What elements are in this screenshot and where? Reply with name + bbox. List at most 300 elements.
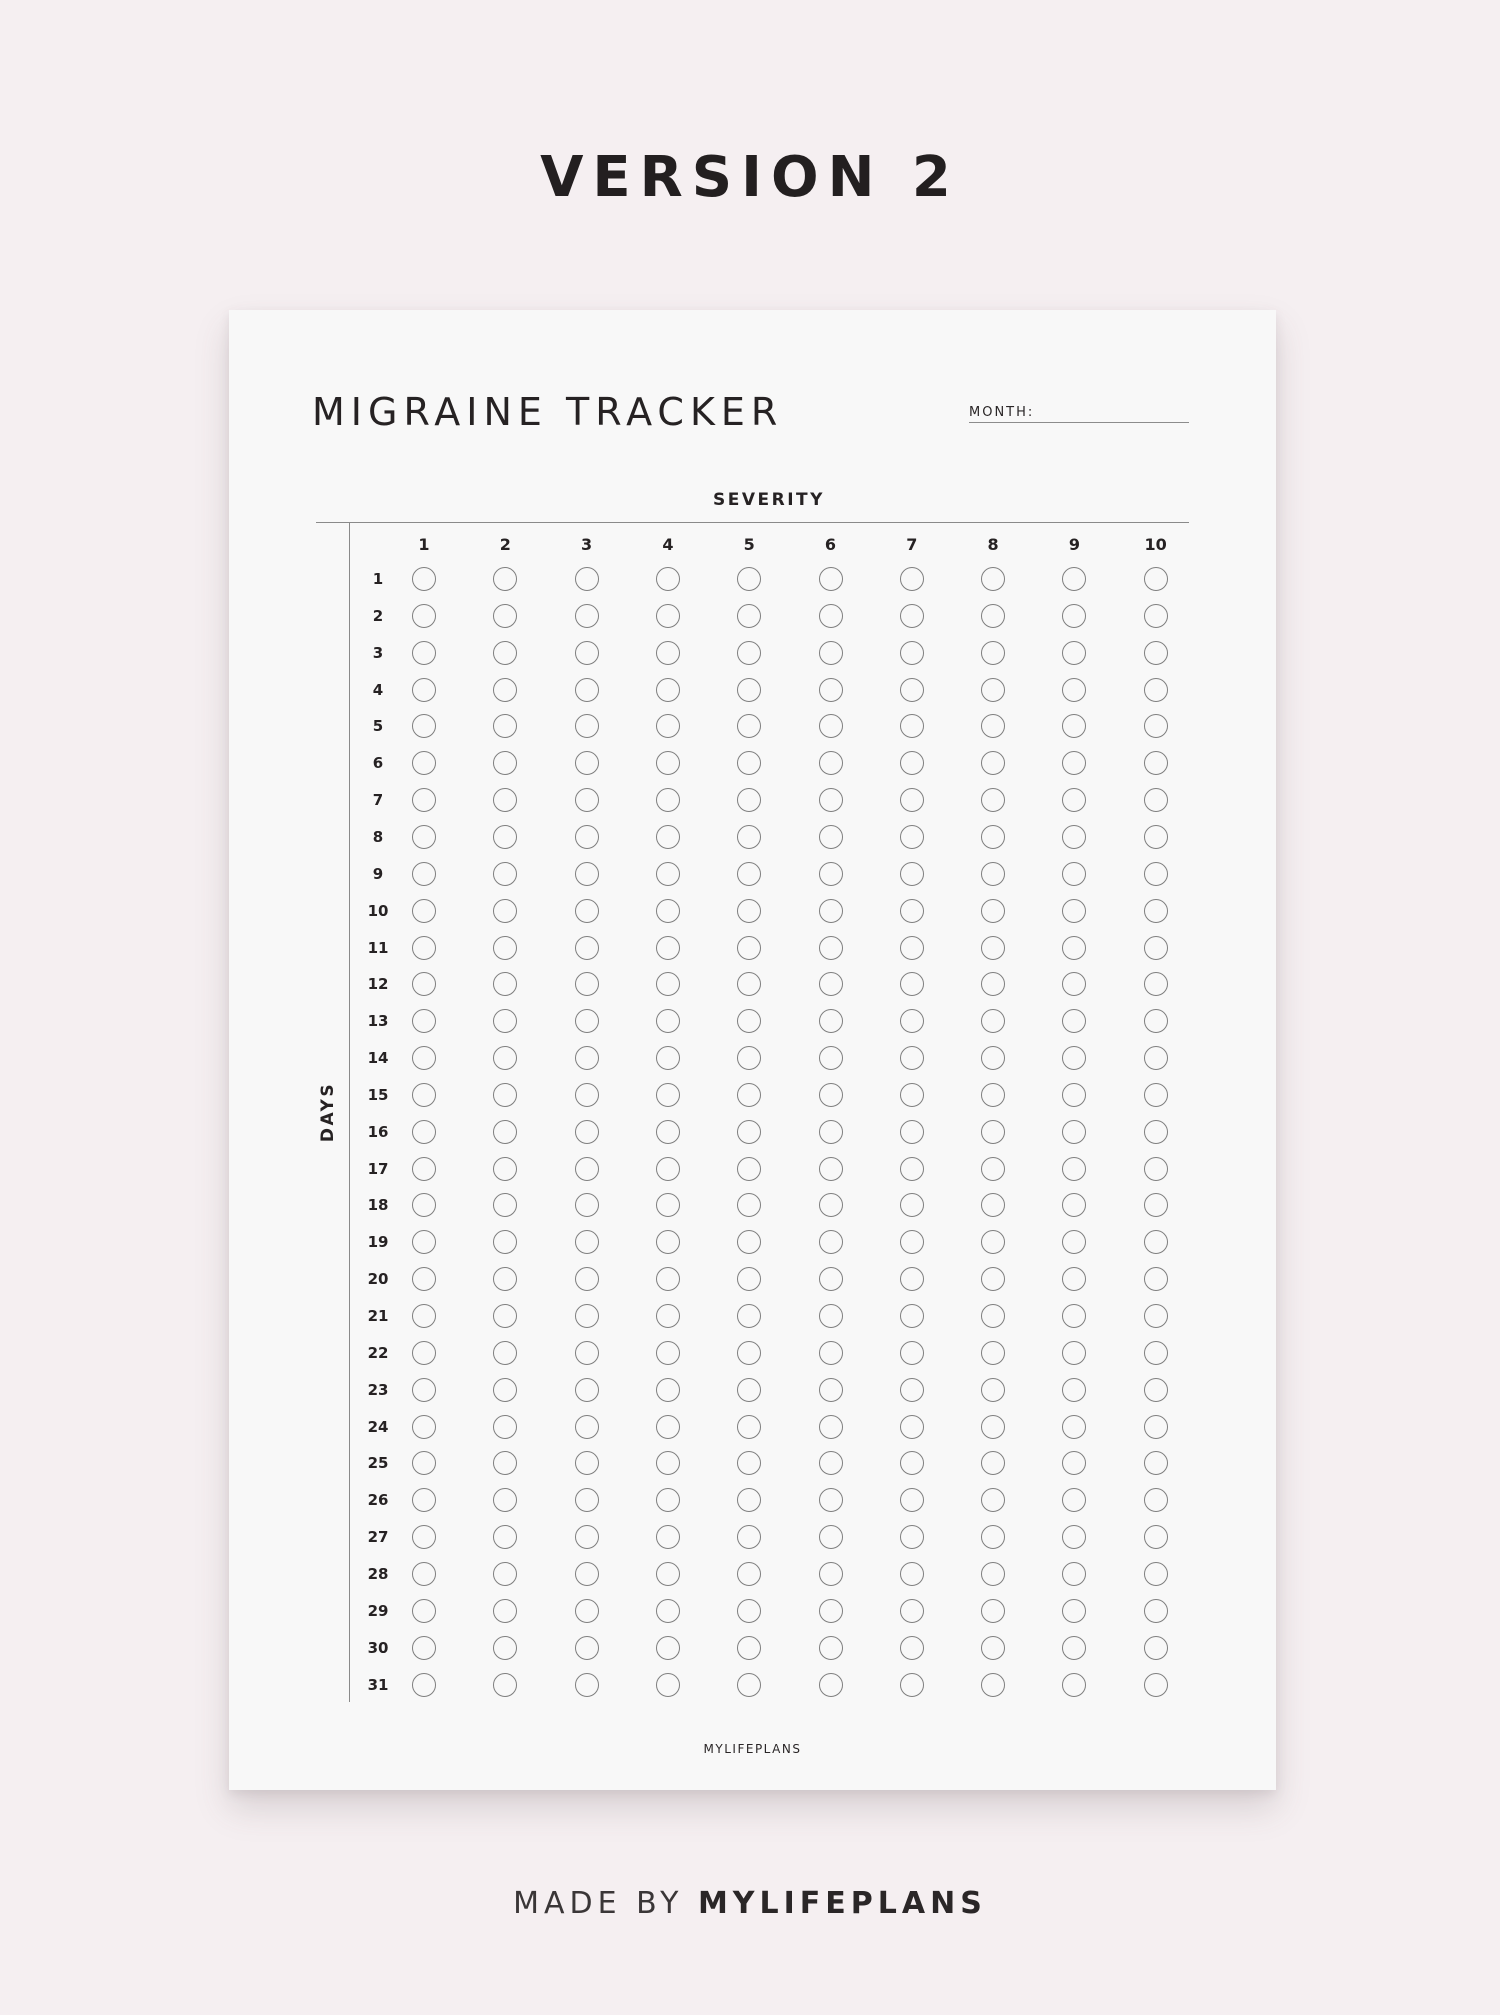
severity-bubble-day18-level4[interactable] <box>656 1193 680 1217</box>
severity-bubble-day12-level5[interactable] <box>737 972 761 996</box>
severity-bubble-day24-level9[interactable] <box>1062 1415 1086 1439</box>
severity-bubble-day31-level6[interactable] <box>819 1673 843 1697</box>
severity-bubble-day27-level3[interactable] <box>575 1525 599 1549</box>
severity-bubble-day22-level6[interactable] <box>819 1341 843 1365</box>
severity-bubble-day3-level5[interactable] <box>737 641 761 665</box>
severity-bubble-day5-level1[interactable] <box>412 714 436 738</box>
severity-bubble-day26-level2[interactable] <box>493 1488 517 1512</box>
severity-bubble-day28-level1[interactable] <box>412 1562 436 1586</box>
severity-bubble-day15-level7[interactable] <box>900 1083 924 1107</box>
severity-bubble-day14-level3[interactable] <box>575 1046 599 1070</box>
severity-bubble-day31-level5[interactable] <box>737 1673 761 1697</box>
severity-bubble-day12-level1[interactable] <box>412 972 436 996</box>
severity-bubble-day23-level4[interactable] <box>656 1378 680 1402</box>
severity-bubble-day20-level4[interactable] <box>656 1267 680 1291</box>
severity-bubble-day9-level7[interactable] <box>900 862 924 886</box>
severity-bubble-day7-level4[interactable] <box>656 788 680 812</box>
severity-bubble-day10-level2[interactable] <box>493 899 517 923</box>
severity-bubble-day22-level4[interactable] <box>656 1341 680 1365</box>
severity-bubble-day30-level6[interactable] <box>819 1636 843 1660</box>
severity-bubble-day23-level2[interactable] <box>493 1378 517 1402</box>
severity-bubble-day2-level5[interactable] <box>737 604 761 628</box>
severity-bubble-day17-level10[interactable] <box>1144 1157 1168 1181</box>
severity-bubble-day9-level3[interactable] <box>575 862 599 886</box>
severity-bubble-day6-level6[interactable] <box>819 751 843 775</box>
severity-bubble-day7-level8[interactable] <box>981 788 1005 812</box>
severity-bubble-day31-level3[interactable] <box>575 1673 599 1697</box>
severity-bubble-day8-level7[interactable] <box>900 825 924 849</box>
severity-bubble-day3-level3[interactable] <box>575 641 599 665</box>
severity-bubble-day22-level5[interactable] <box>737 1341 761 1365</box>
severity-bubble-day3-level6[interactable] <box>819 641 843 665</box>
severity-bubble-day11-level7[interactable] <box>900 936 924 960</box>
severity-bubble-day1-level3[interactable] <box>575 567 599 591</box>
severity-bubble-day15-level5[interactable] <box>737 1083 761 1107</box>
severity-bubble-day13-level4[interactable] <box>656 1009 680 1033</box>
severity-bubble-day30-level10[interactable] <box>1144 1636 1168 1660</box>
severity-bubble-day27-level6[interactable] <box>819 1525 843 1549</box>
severity-bubble-day15-level2[interactable] <box>493 1083 517 1107</box>
severity-bubble-day15-level8[interactable] <box>981 1083 1005 1107</box>
severity-bubble-day10-level1[interactable] <box>412 899 436 923</box>
severity-bubble-day18-level1[interactable] <box>412 1193 436 1217</box>
severity-bubble-day23-level7[interactable] <box>900 1378 924 1402</box>
severity-bubble-day14-level1[interactable] <box>412 1046 436 1070</box>
severity-bubble-day14-level5[interactable] <box>737 1046 761 1070</box>
severity-bubble-day25-level7[interactable] <box>900 1451 924 1475</box>
severity-bubble-day5-level4[interactable] <box>656 714 680 738</box>
severity-bubble-day19-level8[interactable] <box>981 1230 1005 1254</box>
severity-bubble-day30-level3[interactable] <box>575 1636 599 1660</box>
severity-bubble-day22-level2[interactable] <box>493 1341 517 1365</box>
severity-bubble-day31-level7[interactable] <box>900 1673 924 1697</box>
severity-bubble-day27-level5[interactable] <box>737 1525 761 1549</box>
severity-bubble-day17-level2[interactable] <box>493 1157 517 1181</box>
severity-bubble-day22-level7[interactable] <box>900 1341 924 1365</box>
severity-bubble-day10-level4[interactable] <box>656 899 680 923</box>
severity-bubble-day9-level1[interactable] <box>412 862 436 886</box>
severity-bubble-day20-level10[interactable] <box>1144 1267 1168 1291</box>
severity-bubble-day8-level8[interactable] <box>981 825 1005 849</box>
severity-bubble-day15-level3[interactable] <box>575 1083 599 1107</box>
severity-bubble-day16-level10[interactable] <box>1144 1120 1168 1144</box>
severity-bubble-day25-level4[interactable] <box>656 1451 680 1475</box>
severity-bubble-day21-level7[interactable] <box>900 1304 924 1328</box>
severity-bubble-day28-level4[interactable] <box>656 1562 680 1586</box>
severity-bubble-day18-level6[interactable] <box>819 1193 843 1217</box>
severity-bubble-day21-level8[interactable] <box>981 1304 1005 1328</box>
severity-bubble-day28-level9[interactable] <box>1062 1562 1086 1586</box>
severity-bubble-day3-level1[interactable] <box>412 641 436 665</box>
severity-bubble-day7-level3[interactable] <box>575 788 599 812</box>
severity-bubble-day1-level1[interactable] <box>412 567 436 591</box>
severity-bubble-day29-level7[interactable] <box>900 1599 924 1623</box>
severity-bubble-day25-level2[interactable] <box>493 1451 517 1475</box>
severity-bubble-day12-level8[interactable] <box>981 972 1005 996</box>
severity-bubble-day23-level5[interactable] <box>737 1378 761 1402</box>
severity-bubble-day23-level3[interactable] <box>575 1378 599 1402</box>
severity-bubble-day12-level6[interactable] <box>819 972 843 996</box>
severity-bubble-day4-level8[interactable] <box>981 678 1005 702</box>
severity-bubble-day29-level4[interactable] <box>656 1599 680 1623</box>
severity-bubble-day17-level7[interactable] <box>900 1157 924 1181</box>
severity-bubble-day19-level5[interactable] <box>737 1230 761 1254</box>
severity-bubble-day4-level5[interactable] <box>737 678 761 702</box>
severity-bubble-day23-level10[interactable] <box>1144 1378 1168 1402</box>
severity-bubble-day2-level6[interactable] <box>819 604 843 628</box>
severity-bubble-day26-level7[interactable] <box>900 1488 924 1512</box>
severity-bubble-day30-level4[interactable] <box>656 1636 680 1660</box>
severity-bubble-day10-level7[interactable] <box>900 899 924 923</box>
severity-bubble-day24-level6[interactable] <box>819 1415 843 1439</box>
severity-bubble-day28-level10[interactable] <box>1144 1562 1168 1586</box>
severity-bubble-day14-level4[interactable] <box>656 1046 680 1070</box>
severity-bubble-day19-level2[interactable] <box>493 1230 517 1254</box>
severity-bubble-day11-level1[interactable] <box>412 936 436 960</box>
severity-bubble-day1-level8[interactable] <box>981 567 1005 591</box>
severity-bubble-day6-level5[interactable] <box>737 751 761 775</box>
severity-bubble-day16-level3[interactable] <box>575 1120 599 1144</box>
severity-bubble-day4-level3[interactable] <box>575 678 599 702</box>
severity-bubble-day16-level8[interactable] <box>981 1120 1005 1144</box>
severity-bubble-day30-level1[interactable] <box>412 1636 436 1660</box>
severity-bubble-day17-level1[interactable] <box>412 1157 436 1181</box>
severity-bubble-day10-level5[interactable] <box>737 899 761 923</box>
severity-bubble-day19-level7[interactable] <box>900 1230 924 1254</box>
severity-bubble-day1-level2[interactable] <box>493 567 517 591</box>
severity-bubble-day5-level8[interactable] <box>981 714 1005 738</box>
severity-bubble-day5-level7[interactable] <box>900 714 924 738</box>
severity-bubble-day21-level10[interactable] <box>1144 1304 1168 1328</box>
severity-bubble-day3-level2[interactable] <box>493 641 517 665</box>
severity-bubble-day30-level5[interactable] <box>737 1636 761 1660</box>
severity-bubble-day26-level4[interactable] <box>656 1488 680 1512</box>
severity-bubble-day13-level3[interactable] <box>575 1009 599 1033</box>
severity-bubble-day6-level1[interactable] <box>412 751 436 775</box>
severity-bubble-day15-level6[interactable] <box>819 1083 843 1107</box>
severity-bubble-day13-level9[interactable] <box>1062 1009 1086 1033</box>
severity-bubble-day13-level6[interactable] <box>819 1009 843 1033</box>
severity-bubble-day28-level5[interactable] <box>737 1562 761 1586</box>
severity-bubble-day17-level5[interactable] <box>737 1157 761 1181</box>
severity-bubble-day26-level3[interactable] <box>575 1488 599 1512</box>
severity-bubble-day11-level6[interactable] <box>819 936 843 960</box>
severity-bubble-day30-level2[interactable] <box>493 1636 517 1660</box>
severity-bubble-day2-level8[interactable] <box>981 604 1005 628</box>
severity-bubble-day22-level10[interactable] <box>1144 1341 1168 1365</box>
severity-bubble-day14-level2[interactable] <box>493 1046 517 1070</box>
severity-bubble-day11-level5[interactable] <box>737 936 761 960</box>
severity-bubble-day8-level4[interactable] <box>656 825 680 849</box>
severity-bubble-day6-level10[interactable] <box>1144 751 1168 775</box>
severity-bubble-day20-level7[interactable] <box>900 1267 924 1291</box>
severity-bubble-day25-level10[interactable] <box>1144 1451 1168 1475</box>
severity-bubble-day29-level3[interactable] <box>575 1599 599 1623</box>
severity-bubble-day5-level2[interactable] <box>493 714 517 738</box>
severity-bubble-day29-level9[interactable] <box>1062 1599 1086 1623</box>
severity-bubble-day29-level1[interactable] <box>412 1599 436 1623</box>
severity-bubble-day4-level1[interactable] <box>412 678 436 702</box>
severity-bubble-day24-level4[interactable] <box>656 1415 680 1439</box>
severity-bubble-day29-level8[interactable] <box>981 1599 1005 1623</box>
severity-bubble-day28-level6[interactable] <box>819 1562 843 1586</box>
severity-bubble-day24-level2[interactable] <box>493 1415 517 1439</box>
severity-bubble-day19-level9[interactable] <box>1062 1230 1086 1254</box>
severity-bubble-day13-level1[interactable] <box>412 1009 436 1033</box>
severity-bubble-day26-level6[interactable] <box>819 1488 843 1512</box>
severity-bubble-day31-level10[interactable] <box>1144 1673 1168 1697</box>
severity-bubble-day27-level7[interactable] <box>900 1525 924 1549</box>
severity-bubble-day26-level10[interactable] <box>1144 1488 1168 1512</box>
severity-bubble-day16-level6[interactable] <box>819 1120 843 1144</box>
severity-bubble-day25-level5[interactable] <box>737 1451 761 1475</box>
severity-bubble-day13-level10[interactable] <box>1144 1009 1168 1033</box>
severity-bubble-day15-level1[interactable] <box>412 1083 436 1107</box>
severity-bubble-day2-level7[interactable] <box>900 604 924 628</box>
severity-bubble-day9-level4[interactable] <box>656 862 680 886</box>
severity-bubble-day5-level9[interactable] <box>1062 714 1086 738</box>
severity-bubble-day11-level10[interactable] <box>1144 936 1168 960</box>
severity-bubble-day26-level8[interactable] <box>981 1488 1005 1512</box>
severity-bubble-day13-level2[interactable] <box>493 1009 517 1033</box>
severity-bubble-day2-level9[interactable] <box>1062 604 1086 628</box>
severity-bubble-day15-level10[interactable] <box>1144 1083 1168 1107</box>
severity-bubble-day19-level6[interactable] <box>819 1230 843 1254</box>
severity-bubble-day12-level9[interactable] <box>1062 972 1086 996</box>
severity-bubble-day23-level1[interactable] <box>412 1378 436 1402</box>
severity-bubble-day7-level7[interactable] <box>900 788 924 812</box>
severity-bubble-day24-level3[interactable] <box>575 1415 599 1439</box>
severity-bubble-day19-level3[interactable] <box>575 1230 599 1254</box>
severity-bubble-day31-level2[interactable] <box>493 1673 517 1697</box>
severity-bubble-day17-level3[interactable] <box>575 1157 599 1181</box>
severity-bubble-day31-level9[interactable] <box>1062 1673 1086 1697</box>
severity-bubble-day1-level9[interactable] <box>1062 567 1086 591</box>
severity-bubble-day14-level8[interactable] <box>981 1046 1005 1070</box>
severity-bubble-day16-level7[interactable] <box>900 1120 924 1144</box>
severity-bubble-day19-level10[interactable] <box>1144 1230 1168 1254</box>
severity-bubble-day6-level8[interactable] <box>981 751 1005 775</box>
severity-bubble-day3-level7[interactable] <box>900 641 924 665</box>
severity-bubble-day1-level7[interactable] <box>900 567 924 591</box>
severity-bubble-day19-level1[interactable] <box>412 1230 436 1254</box>
severity-bubble-day29-level5[interactable] <box>737 1599 761 1623</box>
severity-bubble-day14-level10[interactable] <box>1144 1046 1168 1070</box>
severity-bubble-day1-level6[interactable] <box>819 567 843 591</box>
severity-bubble-day29-level2[interactable] <box>493 1599 517 1623</box>
severity-bubble-day12-level2[interactable] <box>493 972 517 996</box>
severity-bubble-day20-level9[interactable] <box>1062 1267 1086 1291</box>
severity-bubble-day28-level2[interactable] <box>493 1562 517 1586</box>
severity-bubble-day11-level9[interactable] <box>1062 936 1086 960</box>
severity-bubble-day31-level8[interactable] <box>981 1673 1005 1697</box>
severity-bubble-day30-level7[interactable] <box>900 1636 924 1660</box>
severity-bubble-day27-level2[interactable] <box>493 1525 517 1549</box>
severity-bubble-day20-level1[interactable] <box>412 1267 436 1291</box>
severity-bubble-day18-level9[interactable] <box>1062 1193 1086 1217</box>
severity-bubble-day21-level2[interactable] <box>493 1304 517 1328</box>
severity-bubble-day12-level3[interactable] <box>575 972 599 996</box>
severity-bubble-day20-level5[interactable] <box>737 1267 761 1291</box>
severity-bubble-day2-level1[interactable] <box>412 604 436 628</box>
severity-bubble-day21-level9[interactable] <box>1062 1304 1086 1328</box>
severity-bubble-day17-level6[interactable] <box>819 1157 843 1181</box>
severity-bubble-day8-level2[interactable] <box>493 825 517 849</box>
severity-bubble-day17-level9[interactable] <box>1062 1157 1086 1181</box>
severity-bubble-day1-level5[interactable] <box>737 567 761 591</box>
severity-bubble-day7-level2[interactable] <box>493 788 517 812</box>
severity-bubble-day27-level4[interactable] <box>656 1525 680 1549</box>
severity-bubble-day24-level8[interactable] <box>981 1415 1005 1439</box>
severity-bubble-day6-level9[interactable] <box>1062 751 1086 775</box>
severity-bubble-day8-level6[interactable] <box>819 825 843 849</box>
severity-bubble-day18-level2[interactable] <box>493 1193 517 1217</box>
severity-bubble-day1-level4[interactable] <box>656 567 680 591</box>
severity-bubble-day4-level9[interactable] <box>1062 678 1086 702</box>
severity-bubble-day12-level7[interactable] <box>900 972 924 996</box>
severity-bubble-day2-level10[interactable] <box>1144 604 1168 628</box>
severity-bubble-day27-level8[interactable] <box>981 1525 1005 1549</box>
severity-bubble-day8-level1[interactable] <box>412 825 436 849</box>
severity-bubble-day13-level7[interactable] <box>900 1009 924 1033</box>
severity-bubble-day25-level3[interactable] <box>575 1451 599 1475</box>
severity-bubble-day18-level10[interactable] <box>1144 1193 1168 1217</box>
severity-bubble-day21-level1[interactable] <box>412 1304 436 1328</box>
severity-bubble-day25-level1[interactable] <box>412 1451 436 1475</box>
severity-bubble-day27-level10[interactable] <box>1144 1525 1168 1549</box>
severity-bubble-day1-level10[interactable] <box>1144 567 1168 591</box>
severity-bubble-day10-level6[interactable] <box>819 899 843 923</box>
severity-bubble-day2-level4[interactable] <box>656 604 680 628</box>
severity-bubble-day10-level9[interactable] <box>1062 899 1086 923</box>
severity-bubble-day9-level6[interactable] <box>819 862 843 886</box>
severity-bubble-day8-level10[interactable] <box>1144 825 1168 849</box>
severity-bubble-day11-level2[interactable] <box>493 936 517 960</box>
severity-bubble-day7-level9[interactable] <box>1062 788 1086 812</box>
severity-bubble-day5-level5[interactable] <box>737 714 761 738</box>
severity-bubble-day13-level8[interactable] <box>981 1009 1005 1033</box>
severity-bubble-day24-level10[interactable] <box>1144 1415 1168 1439</box>
severity-bubble-day26-level5[interactable] <box>737 1488 761 1512</box>
severity-bubble-day17-level8[interactable] <box>981 1157 1005 1181</box>
severity-bubble-day8-level9[interactable] <box>1062 825 1086 849</box>
severity-bubble-day4-level4[interactable] <box>656 678 680 702</box>
severity-bubble-day15-level9[interactable] <box>1062 1083 1086 1107</box>
severity-bubble-day14-level6[interactable] <box>819 1046 843 1070</box>
severity-bubble-day20-level8[interactable] <box>981 1267 1005 1291</box>
severity-bubble-day9-level9[interactable] <box>1062 862 1086 886</box>
severity-bubble-day13-level5[interactable] <box>737 1009 761 1033</box>
severity-bubble-day9-level2[interactable] <box>493 862 517 886</box>
severity-bubble-day10-level8[interactable] <box>981 899 1005 923</box>
severity-bubble-day19-level4[interactable] <box>656 1230 680 1254</box>
severity-bubble-day14-level9[interactable] <box>1062 1046 1086 1070</box>
severity-bubble-day18-level7[interactable] <box>900 1193 924 1217</box>
severity-bubble-day23-level6[interactable] <box>819 1378 843 1402</box>
severity-bubble-day4-level6[interactable] <box>819 678 843 702</box>
severity-bubble-day7-level5[interactable] <box>737 788 761 812</box>
severity-bubble-day31-level1[interactable] <box>412 1673 436 1697</box>
severity-bubble-day4-level7[interactable] <box>900 678 924 702</box>
severity-bubble-day22-level9[interactable] <box>1062 1341 1086 1365</box>
severity-bubble-day20-level3[interactable] <box>575 1267 599 1291</box>
severity-bubble-day12-level4[interactable] <box>656 972 680 996</box>
severity-bubble-day11-level3[interactable] <box>575 936 599 960</box>
severity-bubble-day5-level6[interactable] <box>819 714 843 738</box>
severity-bubble-day24-level1[interactable] <box>412 1415 436 1439</box>
severity-bubble-day11-level4[interactable] <box>656 936 680 960</box>
severity-bubble-day22-level8[interactable] <box>981 1341 1005 1365</box>
severity-bubble-day16-level9[interactable] <box>1062 1120 1086 1144</box>
severity-bubble-day9-level8[interactable] <box>981 862 1005 886</box>
severity-bubble-day21-level3[interactable] <box>575 1304 599 1328</box>
severity-bubble-day3-level8[interactable] <box>981 641 1005 665</box>
severity-bubble-day24-level7[interactable] <box>900 1415 924 1439</box>
severity-bubble-day10-level10[interactable] <box>1144 899 1168 923</box>
severity-bubble-day31-level4[interactable] <box>656 1673 680 1697</box>
severity-bubble-day18-level5[interactable] <box>737 1193 761 1217</box>
severity-bubble-day5-level10[interactable] <box>1144 714 1168 738</box>
severity-bubble-day21-level6[interactable] <box>819 1304 843 1328</box>
severity-bubble-day28-level3[interactable] <box>575 1562 599 1586</box>
severity-bubble-day17-level4[interactable] <box>656 1157 680 1181</box>
severity-bubble-day2-level3[interactable] <box>575 604 599 628</box>
severity-bubble-day16-level5[interactable] <box>737 1120 761 1144</box>
severity-bubble-day7-level1[interactable] <box>412 788 436 812</box>
severity-bubble-day23-level9[interactable] <box>1062 1378 1086 1402</box>
severity-bubble-day29-level6[interactable] <box>819 1599 843 1623</box>
severity-bubble-day15-level4[interactable] <box>656 1083 680 1107</box>
severity-bubble-day2-level2[interactable] <box>493 604 517 628</box>
severity-bubble-day25-level8[interactable] <box>981 1451 1005 1475</box>
severity-bubble-day30-level9[interactable] <box>1062 1636 1086 1660</box>
severity-bubble-day9-level10[interactable] <box>1144 862 1168 886</box>
severity-bubble-day3-level9[interactable] <box>1062 641 1086 665</box>
severity-bubble-day8-level5[interactable] <box>737 825 761 849</box>
severity-bubble-day28-level7[interactable] <box>900 1562 924 1586</box>
severity-bubble-day28-level8[interactable] <box>981 1562 1005 1586</box>
severity-bubble-day6-level7[interactable] <box>900 751 924 775</box>
severity-bubble-day4-level2[interactable] <box>493 678 517 702</box>
severity-bubble-day11-level8[interactable] <box>981 936 1005 960</box>
severity-bubble-day6-level3[interactable] <box>575 751 599 775</box>
severity-bubble-day25-level6[interactable] <box>819 1451 843 1475</box>
severity-bubble-day29-level10[interactable] <box>1144 1599 1168 1623</box>
severity-bubble-day20-level2[interactable] <box>493 1267 517 1291</box>
severity-bubble-day3-level4[interactable] <box>656 641 680 665</box>
severity-bubble-day27-level1[interactable] <box>412 1525 436 1549</box>
severity-bubble-day27-level9[interactable] <box>1062 1525 1086 1549</box>
severity-bubble-day16-level4[interactable] <box>656 1120 680 1144</box>
severity-bubble-day21-level5[interactable] <box>737 1304 761 1328</box>
severity-bubble-day4-level10[interactable] <box>1144 678 1168 702</box>
severity-bubble-day20-level6[interactable] <box>819 1267 843 1291</box>
month-input-line[interactable] <box>969 422 1189 423</box>
severity-bubble-day12-level10[interactable] <box>1144 972 1168 996</box>
severity-bubble-day25-level9[interactable] <box>1062 1451 1086 1475</box>
severity-bubble-day9-level5[interactable] <box>737 862 761 886</box>
severity-bubble-day24-level5[interactable] <box>737 1415 761 1439</box>
severity-bubble-day30-level8[interactable] <box>981 1636 1005 1660</box>
severity-bubble-day8-level3[interactable] <box>575 825 599 849</box>
severity-bubble-day18-level8[interactable] <box>981 1193 1005 1217</box>
severity-bubble-day7-level10[interactable] <box>1144 788 1168 812</box>
severity-bubble-day6-level4[interactable] <box>656 751 680 775</box>
severity-bubble-day23-level8[interactable] <box>981 1378 1005 1402</box>
severity-bubble-day26-level9[interactable] <box>1062 1488 1086 1512</box>
severity-bubble-day3-level10[interactable] <box>1144 641 1168 665</box>
severity-bubble-day16-level1[interactable] <box>412 1120 436 1144</box>
